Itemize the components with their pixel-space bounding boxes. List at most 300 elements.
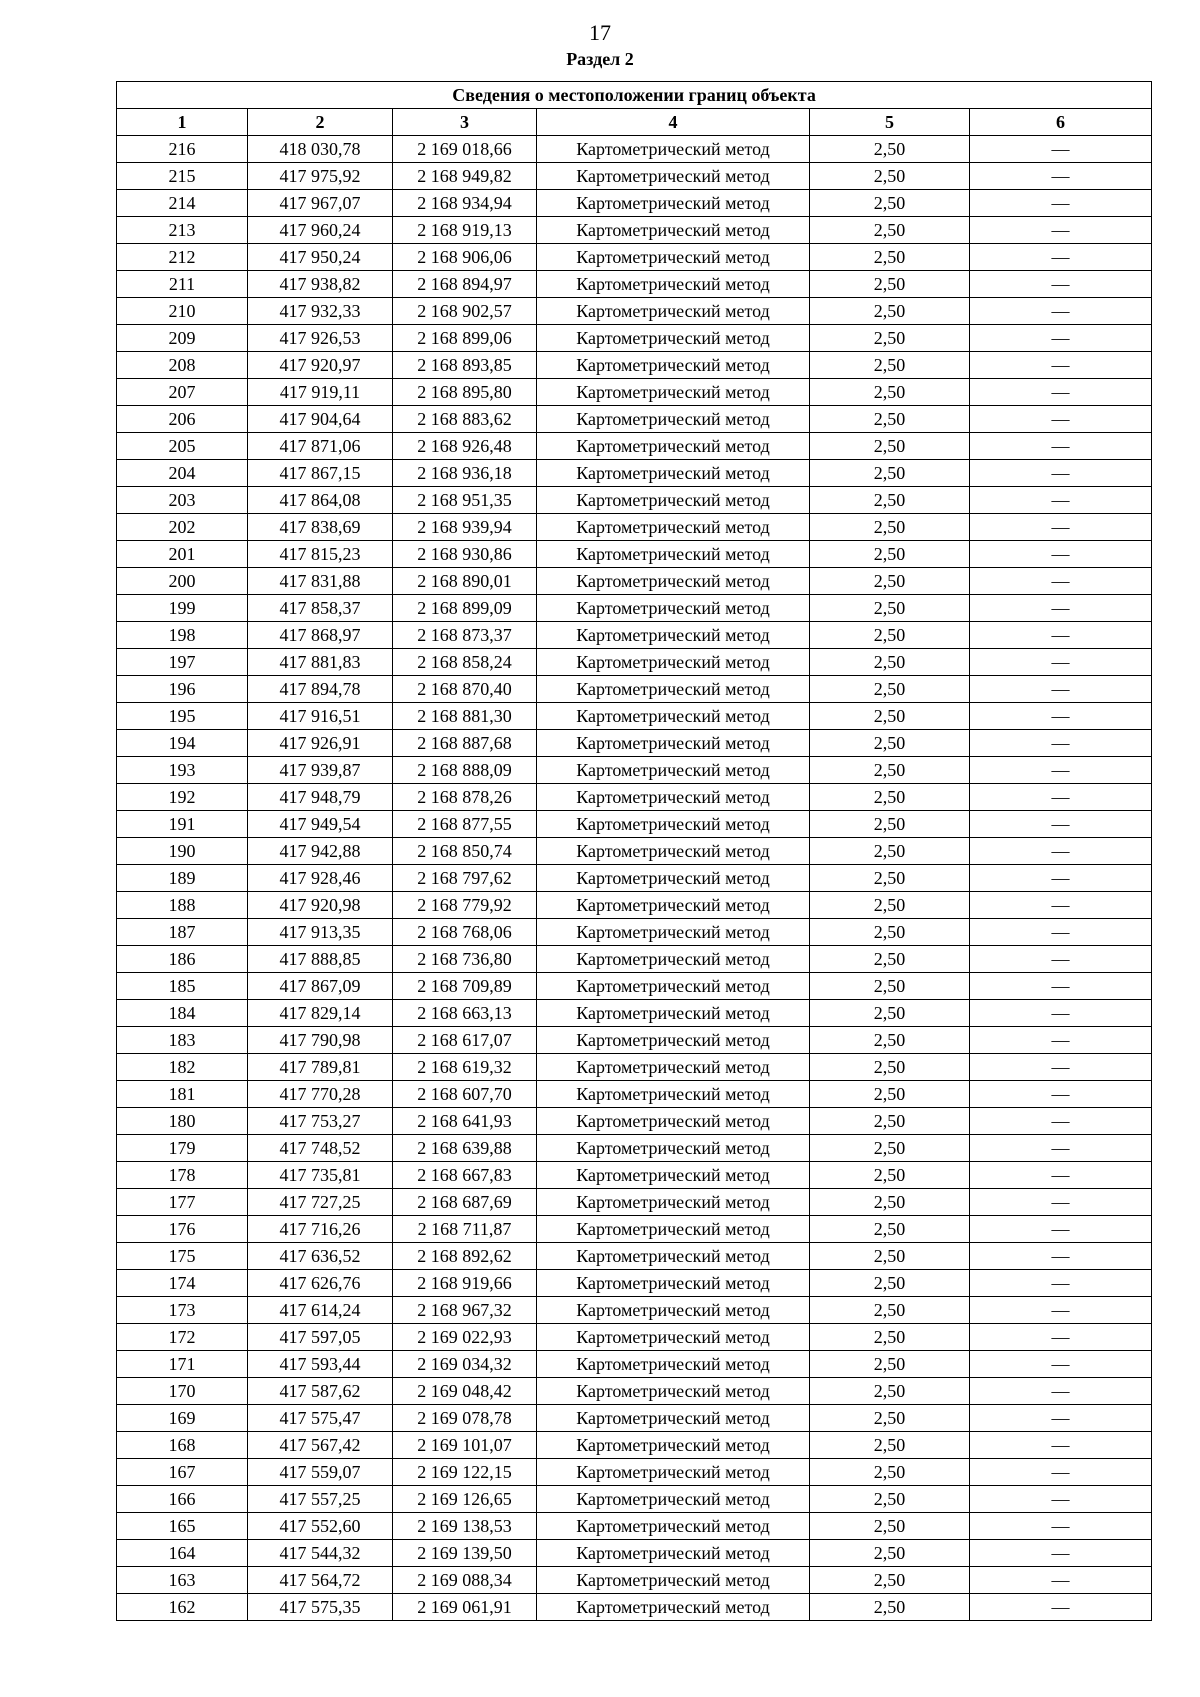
method-cell: Картометрический метод xyxy=(537,973,810,1000)
y-coordinate-cell: 2 168 711,87 xyxy=(393,1216,537,1243)
x-coordinate-cell: 417 716,26 xyxy=(248,1216,393,1243)
table-row xyxy=(117,406,1152,433)
table-title: Сведения о местоположении границ объекта xyxy=(117,82,1152,109)
accuracy-cell: 2,50 xyxy=(810,811,970,838)
table-row xyxy=(117,433,1152,460)
point-number-cell: 162 xyxy=(117,1594,248,1621)
method-cell: Картометрический метод xyxy=(537,649,810,676)
y-coordinate-cell: 2 169 022,93 xyxy=(393,1324,537,1351)
accuracy-cell: 2,50 xyxy=(810,757,970,784)
point-number-cell: 212 xyxy=(117,244,248,271)
column-number-row xyxy=(117,109,1152,136)
table-row xyxy=(117,298,1152,325)
accuracy-cell: 2,50 xyxy=(810,1540,970,1567)
x-coordinate-cell: 417 753,27 xyxy=(248,1108,393,1135)
y-coordinate-cell: 2 168 906,06 xyxy=(393,244,537,271)
point-number-cell: 210 xyxy=(117,298,248,325)
column-header: 6 xyxy=(970,109,1152,136)
x-coordinate-cell: 417 948,79 xyxy=(248,784,393,811)
method-cell: Картометрический метод xyxy=(537,1351,810,1378)
y-coordinate-cell: 2 168 663,13 xyxy=(393,1000,537,1027)
method-cell: Картометрический метод xyxy=(537,1405,810,1432)
accuracy-cell: 2,50 xyxy=(810,1135,970,1162)
x-coordinate-cell: 417 932,33 xyxy=(248,298,393,325)
y-coordinate-cell: 2 168 899,06 xyxy=(393,325,537,352)
accuracy-cell: 2,50 xyxy=(810,406,970,433)
table-row xyxy=(117,892,1152,919)
accuracy-cell: 2,50 xyxy=(810,379,970,406)
accuracy-cell: 2,50 xyxy=(810,1081,970,1108)
y-coordinate-cell: 2 168 893,85 xyxy=(393,352,537,379)
table-row xyxy=(117,1135,1152,1162)
method-cell: Картометрический метод xyxy=(537,190,810,217)
table-row xyxy=(117,1243,1152,1270)
method-cell: Картометрический метод xyxy=(537,1513,810,1540)
note-cell: — xyxy=(970,811,1152,838)
y-coordinate-cell: 2 168 667,83 xyxy=(393,1162,537,1189)
table-row xyxy=(117,1378,1152,1405)
point-number-cell: 178 xyxy=(117,1162,248,1189)
accuracy-cell: 2,50 xyxy=(810,568,970,595)
table-row xyxy=(117,1108,1152,1135)
point-number-cell: 216 xyxy=(117,136,248,163)
method-cell: Картометрический метод xyxy=(537,1081,810,1108)
x-coordinate-cell: 417 552,60 xyxy=(248,1513,393,1540)
x-coordinate-cell: 417 748,52 xyxy=(248,1135,393,1162)
method-cell: Картометрический метод xyxy=(537,1189,810,1216)
y-coordinate-cell: 2 169 088,34 xyxy=(393,1567,537,1594)
y-coordinate-cell: 2 168 641,93 xyxy=(393,1108,537,1135)
y-coordinate-cell: 2 169 061,91 xyxy=(393,1594,537,1621)
note-cell: — xyxy=(970,487,1152,514)
table-row xyxy=(117,811,1152,838)
note-cell: — xyxy=(970,1594,1152,1621)
x-coordinate-cell: 417 975,92 xyxy=(248,163,393,190)
method-cell: Картометрический метод xyxy=(537,1297,810,1324)
accuracy-cell: 2,50 xyxy=(810,1162,970,1189)
x-coordinate-cell: 417 829,14 xyxy=(248,1000,393,1027)
note-cell: — xyxy=(970,1513,1152,1540)
x-coordinate-cell: 417 967,07 xyxy=(248,190,393,217)
y-coordinate-cell: 2 168 919,66 xyxy=(393,1270,537,1297)
point-number-cell: 201 xyxy=(117,541,248,568)
note-cell: — xyxy=(970,136,1152,163)
column-header: 5 xyxy=(810,109,970,136)
method-cell: Картометрический метод xyxy=(537,595,810,622)
table-row xyxy=(117,271,1152,298)
x-coordinate-cell: 417 867,09 xyxy=(248,973,393,1000)
table-row xyxy=(117,1027,1152,1054)
method-cell: Картометрический метод xyxy=(537,406,810,433)
point-number-cell: 196 xyxy=(117,676,248,703)
note-cell: — xyxy=(970,325,1152,352)
column-header: 1 xyxy=(117,109,248,136)
accuracy-cell: 2,50 xyxy=(810,1027,970,1054)
x-coordinate-cell: 417 888,85 xyxy=(248,946,393,973)
note-cell: — xyxy=(970,703,1152,730)
note-cell: — xyxy=(970,1405,1152,1432)
method-cell: Картометрический метод xyxy=(537,1486,810,1513)
note-cell: — xyxy=(970,595,1152,622)
method-cell: Картометрический метод xyxy=(537,568,810,595)
point-number-cell: 174 xyxy=(117,1270,248,1297)
table-row xyxy=(117,1540,1152,1567)
note-cell: — xyxy=(970,1000,1152,1027)
table-row xyxy=(117,703,1152,730)
point-number-cell: 200 xyxy=(117,568,248,595)
point-number-cell: 173 xyxy=(117,1297,248,1324)
method-cell: Картометрический метод xyxy=(537,622,810,649)
note-cell: — xyxy=(970,352,1152,379)
accuracy-cell: 2,50 xyxy=(810,1000,970,1027)
x-coordinate-cell: 417 727,25 xyxy=(248,1189,393,1216)
note-cell: — xyxy=(970,406,1152,433)
x-coordinate-cell: 417 938,82 xyxy=(248,271,393,298)
note-cell: — xyxy=(970,1189,1152,1216)
x-coordinate-cell: 417 920,98 xyxy=(248,892,393,919)
accuracy-cell: 2,50 xyxy=(810,217,970,244)
y-coordinate-cell: 2 168 768,06 xyxy=(393,919,537,946)
accuracy-cell: 2,50 xyxy=(810,1297,970,1324)
method-cell: Картометрический метод xyxy=(537,1378,810,1405)
note-cell: — xyxy=(970,1054,1152,1081)
x-coordinate-cell: 417 871,06 xyxy=(248,433,393,460)
note-cell: — xyxy=(970,541,1152,568)
table-row xyxy=(117,1054,1152,1081)
method-cell: Картометрический метод xyxy=(537,433,810,460)
y-coordinate-cell: 2 169 139,50 xyxy=(393,1540,537,1567)
point-number-cell: 167 xyxy=(117,1459,248,1486)
point-number-cell: 203 xyxy=(117,487,248,514)
x-coordinate-cell: 417 894,78 xyxy=(248,676,393,703)
note-cell: — xyxy=(970,1270,1152,1297)
table-row xyxy=(117,487,1152,514)
note-cell: — xyxy=(970,865,1152,892)
method-cell: Картометрический метод xyxy=(537,1459,810,1486)
point-number-cell: 202 xyxy=(117,514,248,541)
accuracy-cell: 2,50 xyxy=(810,136,970,163)
point-number-cell: 186 xyxy=(117,946,248,973)
method-cell: Картометрический метод xyxy=(537,541,810,568)
x-coordinate-cell: 417 913,35 xyxy=(248,919,393,946)
column-header: 3 xyxy=(393,109,537,136)
note-cell: — xyxy=(970,1081,1152,1108)
point-number-cell: 168 xyxy=(117,1432,248,1459)
note-cell: — xyxy=(970,1297,1152,1324)
y-coordinate-cell: 2 168 892,62 xyxy=(393,1243,537,1270)
point-number-cell: 165 xyxy=(117,1513,248,1540)
point-number-cell: 215 xyxy=(117,163,248,190)
point-number-cell: 205 xyxy=(117,433,248,460)
x-coordinate-cell: 417 544,32 xyxy=(248,1540,393,1567)
x-coordinate-cell: 417 815,23 xyxy=(248,541,393,568)
y-coordinate-cell: 2 168 779,92 xyxy=(393,892,537,919)
note-cell: — xyxy=(970,379,1152,406)
accuracy-cell: 2,50 xyxy=(810,1216,970,1243)
accuracy-cell: 2,50 xyxy=(810,1513,970,1540)
accuracy-cell: 2,50 xyxy=(810,946,970,973)
table-title-row xyxy=(117,82,1152,109)
table-row xyxy=(117,568,1152,595)
x-coordinate-cell: 417 587,62 xyxy=(248,1378,393,1405)
x-coordinate-cell: 417 770,28 xyxy=(248,1081,393,1108)
accuracy-cell: 2,50 xyxy=(810,298,970,325)
method-cell: Картометрический метод xyxy=(537,514,810,541)
method-cell: Картометрический метод xyxy=(537,487,810,514)
accuracy-cell: 2,50 xyxy=(810,433,970,460)
y-coordinate-cell: 2 169 138,53 xyxy=(393,1513,537,1540)
method-cell: Картометрический метод xyxy=(537,1108,810,1135)
accuracy-cell: 2,50 xyxy=(810,487,970,514)
y-coordinate-cell: 2 168 873,37 xyxy=(393,622,537,649)
page-number: 17 xyxy=(589,20,611,45)
method-cell: Картометрический метод xyxy=(537,1162,810,1189)
y-coordinate-cell: 2 168 902,57 xyxy=(393,298,537,325)
y-coordinate-cell: 2 168 617,07 xyxy=(393,1027,537,1054)
x-coordinate-cell: 417 614,24 xyxy=(248,1297,393,1324)
note-cell: — xyxy=(970,946,1152,973)
accuracy-cell: 2,50 xyxy=(810,325,970,352)
point-number-cell: 189 xyxy=(117,865,248,892)
table-row xyxy=(117,622,1152,649)
table-row xyxy=(117,1351,1152,1378)
note-cell: — xyxy=(970,1432,1152,1459)
note-cell: — xyxy=(970,1324,1152,1351)
note-cell: — xyxy=(970,1459,1152,1486)
x-coordinate-cell: 417 864,08 xyxy=(248,487,393,514)
table-row xyxy=(117,973,1152,1000)
table-row xyxy=(117,946,1152,973)
method-cell: Картометрический метод xyxy=(537,1270,810,1297)
x-coordinate-cell: 417 867,15 xyxy=(248,460,393,487)
note-cell: — xyxy=(970,757,1152,784)
point-number-cell: 208 xyxy=(117,352,248,379)
method-cell: Картометрический метод xyxy=(537,379,810,406)
note-cell: — xyxy=(970,838,1152,865)
x-coordinate-cell: 417 942,88 xyxy=(248,838,393,865)
accuracy-cell: 2,50 xyxy=(810,1432,970,1459)
point-number-cell: 172 xyxy=(117,1324,248,1351)
x-coordinate-cell: 417 567,42 xyxy=(248,1432,393,1459)
accuracy-cell: 2,50 xyxy=(810,919,970,946)
table-row xyxy=(117,595,1152,622)
accuracy-cell: 2,50 xyxy=(810,460,970,487)
table-row xyxy=(117,1405,1152,1432)
x-coordinate-cell: 417 626,76 xyxy=(248,1270,393,1297)
note-cell: — xyxy=(970,190,1152,217)
note-cell: — xyxy=(970,1108,1152,1135)
x-coordinate-cell: 417 939,87 xyxy=(248,757,393,784)
y-coordinate-cell: 2 168 687,69 xyxy=(393,1189,537,1216)
method-cell: Картометрический метод xyxy=(537,1432,810,1459)
note-cell: — xyxy=(970,1567,1152,1594)
table-row xyxy=(117,136,1152,163)
x-coordinate-cell: 417 916,51 xyxy=(248,703,393,730)
note-cell: — xyxy=(970,1027,1152,1054)
note-cell: — xyxy=(970,1162,1152,1189)
y-coordinate-cell: 2 168 877,55 xyxy=(393,811,537,838)
point-number-cell: 214 xyxy=(117,190,248,217)
table-row xyxy=(117,757,1152,784)
method-cell: Картометрический метод xyxy=(537,460,810,487)
table-row xyxy=(117,1270,1152,1297)
x-coordinate-cell: 418 030,78 xyxy=(248,136,393,163)
y-coordinate-cell: 2 168 736,80 xyxy=(393,946,537,973)
method-cell: Картометрический метод xyxy=(537,784,810,811)
method-cell: Картометрический метод xyxy=(537,163,810,190)
method-cell: Картометрический метод xyxy=(537,1243,810,1270)
x-coordinate-cell: 417 557,25 xyxy=(248,1486,393,1513)
point-number-cell: 211 xyxy=(117,271,248,298)
point-number-cell: 170 xyxy=(117,1378,248,1405)
column-header: 2 xyxy=(248,109,393,136)
x-coordinate-cell: 417 950,24 xyxy=(248,244,393,271)
x-coordinate-cell: 417 920,97 xyxy=(248,352,393,379)
table-row xyxy=(117,1567,1152,1594)
point-number-cell: 184 xyxy=(117,1000,248,1027)
point-number-cell: 188 xyxy=(117,892,248,919)
y-coordinate-cell: 2 168 939,94 xyxy=(393,514,537,541)
y-coordinate-cell: 2 168 709,89 xyxy=(393,973,537,1000)
point-number-cell: 204 xyxy=(117,460,248,487)
method-cell: Картометрический метод xyxy=(537,1135,810,1162)
accuracy-cell: 2,50 xyxy=(810,1486,970,1513)
accuracy-cell: 2,50 xyxy=(810,595,970,622)
x-coordinate-cell: 417 868,97 xyxy=(248,622,393,649)
accuracy-cell: 2,50 xyxy=(810,1405,970,1432)
table-row xyxy=(117,865,1152,892)
note-cell: — xyxy=(970,298,1152,325)
y-coordinate-cell: 2 169 126,65 xyxy=(393,1486,537,1513)
point-number-cell: 164 xyxy=(117,1540,248,1567)
table-row xyxy=(117,784,1152,811)
x-coordinate-cell: 417 960,24 xyxy=(248,217,393,244)
note-cell: — xyxy=(970,622,1152,649)
point-number-cell: 213 xyxy=(117,217,248,244)
point-number-cell: 169 xyxy=(117,1405,248,1432)
method-cell: Картометрический метод xyxy=(537,325,810,352)
note-cell: — xyxy=(970,892,1152,919)
accuracy-cell: 2,50 xyxy=(810,676,970,703)
method-cell: Картометрический метод xyxy=(537,946,810,973)
accuracy-cell: 2,50 xyxy=(810,703,970,730)
method-cell: Картометрический метод xyxy=(537,1216,810,1243)
x-coordinate-cell: 417 949,54 xyxy=(248,811,393,838)
accuracy-cell: 2,50 xyxy=(810,1324,970,1351)
accuracy-cell: 2,50 xyxy=(810,352,970,379)
accuracy-cell: 2,50 xyxy=(810,1054,970,1081)
x-coordinate-cell: 417 919,11 xyxy=(248,379,393,406)
accuracy-cell: 2,50 xyxy=(810,892,970,919)
method-cell: Картометрический метод xyxy=(537,136,810,163)
method-cell: Картометрический метод xyxy=(537,1567,810,1594)
note-cell: — xyxy=(970,676,1152,703)
table-row xyxy=(117,676,1152,703)
y-coordinate-cell: 2 168 619,32 xyxy=(393,1054,537,1081)
boundary-coordinates-table xyxy=(116,81,1152,1621)
method-cell: Картометрический метод xyxy=(537,865,810,892)
note-cell: — xyxy=(970,1243,1152,1270)
accuracy-cell: 2,50 xyxy=(810,1270,970,1297)
y-coordinate-cell: 2 169 034,32 xyxy=(393,1351,537,1378)
accuracy-cell: 2,50 xyxy=(810,838,970,865)
point-number-cell: 192 xyxy=(117,784,248,811)
table-row xyxy=(117,379,1152,406)
note-cell: — xyxy=(970,784,1152,811)
method-cell: Картометрический метод xyxy=(537,676,810,703)
point-number-cell: 197 xyxy=(117,649,248,676)
y-coordinate-cell: 2 168 887,68 xyxy=(393,730,537,757)
accuracy-cell: 2,50 xyxy=(810,1189,970,1216)
accuracy-cell: 2,50 xyxy=(810,649,970,676)
method-cell: Картометрический метод xyxy=(537,919,810,946)
method-cell: Картометрический метод xyxy=(537,703,810,730)
point-number-cell: 207 xyxy=(117,379,248,406)
table-row xyxy=(117,514,1152,541)
method-cell: Картометрический метод xyxy=(537,1027,810,1054)
x-coordinate-cell: 417 926,53 xyxy=(248,325,393,352)
note-cell: — xyxy=(970,730,1152,757)
method-cell: Картометрический метод xyxy=(537,892,810,919)
note-cell: — xyxy=(970,460,1152,487)
point-number-cell: 199 xyxy=(117,595,248,622)
y-coordinate-cell: 2 168 870,40 xyxy=(393,676,537,703)
accuracy-cell: 2,50 xyxy=(810,541,970,568)
accuracy-cell: 2,50 xyxy=(810,1459,970,1486)
table-row xyxy=(117,1081,1152,1108)
point-number-cell: 185 xyxy=(117,973,248,1000)
y-coordinate-cell: 2 168 894,97 xyxy=(393,271,537,298)
y-coordinate-cell: 2 168 639,88 xyxy=(393,1135,537,1162)
point-number-cell: 176 xyxy=(117,1216,248,1243)
y-coordinate-cell: 2 168 936,18 xyxy=(393,460,537,487)
y-coordinate-cell: 2 168 850,74 xyxy=(393,838,537,865)
table-row xyxy=(117,190,1152,217)
y-coordinate-cell: 2 169 048,42 xyxy=(393,1378,537,1405)
accuracy-cell: 2,50 xyxy=(810,622,970,649)
note-cell: — xyxy=(970,1540,1152,1567)
table-row xyxy=(117,730,1152,757)
x-coordinate-cell: 417 858,37 xyxy=(248,595,393,622)
x-coordinate-cell: 417 636,52 xyxy=(248,1243,393,1270)
note-cell: — xyxy=(970,271,1152,298)
note-cell: — xyxy=(970,433,1152,460)
point-number-cell: 177 xyxy=(117,1189,248,1216)
note-cell: — xyxy=(970,919,1152,946)
y-coordinate-cell: 2 168 930,86 xyxy=(393,541,537,568)
note-cell: — xyxy=(970,1216,1152,1243)
method-cell: Картометрический метод xyxy=(537,1594,810,1621)
section-title: Раздел 2 xyxy=(566,49,634,69)
note-cell: — xyxy=(970,244,1152,271)
table-row xyxy=(117,1000,1152,1027)
note-cell: — xyxy=(970,1351,1152,1378)
x-coordinate-cell: 417 831,88 xyxy=(248,568,393,595)
x-coordinate-cell: 417 575,47 xyxy=(248,1405,393,1432)
table-row xyxy=(117,325,1152,352)
x-coordinate-cell: 417 928,46 xyxy=(248,865,393,892)
method-cell: Картометрический метод xyxy=(537,757,810,784)
table-row xyxy=(117,1216,1152,1243)
accuracy-cell: 2,50 xyxy=(810,1108,970,1135)
y-coordinate-cell: 2 168 890,01 xyxy=(393,568,537,595)
x-coordinate-cell: 417 881,83 xyxy=(248,649,393,676)
method-cell: Картометрический метод xyxy=(537,1324,810,1351)
note-cell: — xyxy=(970,217,1152,244)
y-coordinate-cell: 2 169 101,07 xyxy=(393,1432,537,1459)
y-coordinate-cell: 2 168 934,94 xyxy=(393,190,537,217)
point-number-cell: 206 xyxy=(117,406,248,433)
